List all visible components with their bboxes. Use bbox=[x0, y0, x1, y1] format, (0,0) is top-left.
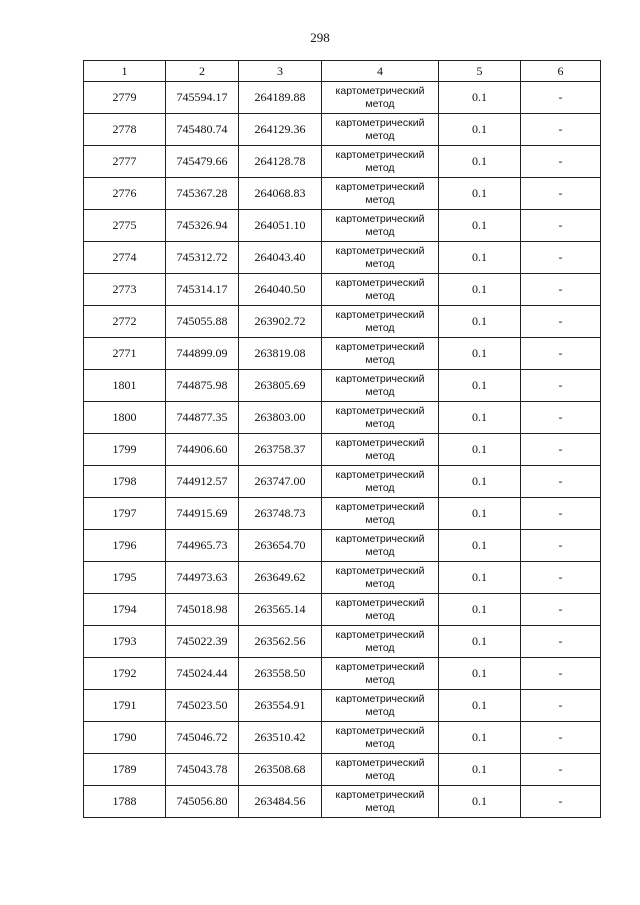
point-id-cell: 1791 bbox=[84, 690, 166, 722]
point-id-cell: 2779 bbox=[84, 82, 166, 114]
method-line-2: метод bbox=[365, 385, 395, 398]
accuracy-cell: 0.1 bbox=[439, 690, 521, 722]
column-header-1: 1 bbox=[84, 61, 166, 82]
note-cell: - bbox=[521, 306, 601, 338]
method-line-2: метод bbox=[365, 673, 395, 686]
table-row bbox=[84, 370, 601, 402]
point-id-cell: 2777 bbox=[84, 146, 166, 178]
point-id-cell: 1799 bbox=[84, 434, 166, 466]
column-header-3: 3 bbox=[239, 61, 322, 82]
x-coordinate-cell: 745024.44 bbox=[166, 658, 239, 690]
method-cell bbox=[322, 114, 439, 146]
method-line-1: картометрический bbox=[335, 436, 425, 449]
accuracy-cell: 0.1 bbox=[439, 658, 521, 690]
point-id-cell: 1794 bbox=[84, 594, 166, 626]
y-coordinate-cell: 264068.83 bbox=[239, 178, 322, 210]
accuracy-cell: 0.1 bbox=[439, 594, 521, 626]
table-row bbox=[84, 114, 601, 146]
column-header-6: 6 bbox=[521, 61, 601, 82]
x-coordinate-cell: 744875.98 bbox=[166, 370, 239, 402]
method-line-2: метод bbox=[365, 609, 395, 622]
method-line-2: метод bbox=[365, 161, 395, 174]
note-cell: - bbox=[521, 402, 601, 434]
method-line-1: картометрический bbox=[335, 756, 425, 769]
x-coordinate-cell: 745480.74 bbox=[166, 114, 239, 146]
table-row bbox=[84, 722, 601, 754]
method-line-1: картометрический bbox=[335, 788, 425, 801]
x-coordinate-cell: 744965.73 bbox=[166, 530, 239, 562]
table-row bbox=[84, 82, 601, 114]
method-line-1: картометрический bbox=[335, 468, 425, 481]
x-coordinate-cell: 745046.72 bbox=[166, 722, 239, 754]
accuracy-cell: 0.1 bbox=[439, 754, 521, 786]
accuracy-cell: 0.1 bbox=[439, 178, 521, 210]
x-coordinate-cell: 745367.28 bbox=[166, 178, 239, 210]
note-cell: - bbox=[521, 370, 601, 402]
accuracy-cell: 0.1 bbox=[439, 370, 521, 402]
note-cell: - bbox=[521, 466, 601, 498]
note-cell: - bbox=[521, 114, 601, 146]
note-cell: - bbox=[521, 242, 601, 274]
note-cell: - bbox=[521, 754, 601, 786]
table-row bbox=[84, 658, 601, 690]
x-coordinate-cell: 744906.60 bbox=[166, 434, 239, 466]
method-cell bbox=[322, 306, 439, 338]
accuracy-cell: 0.1 bbox=[439, 466, 521, 498]
point-id-cell: 1796 bbox=[84, 530, 166, 562]
x-coordinate-cell: 745312.72 bbox=[166, 242, 239, 274]
note-cell: - bbox=[521, 338, 601, 370]
column-header-5: 5 bbox=[439, 61, 521, 82]
table-row bbox=[84, 498, 601, 530]
point-id-cell: 2774 bbox=[84, 242, 166, 274]
method-cell bbox=[322, 690, 439, 722]
accuracy-cell: 0.1 bbox=[439, 82, 521, 114]
table-row bbox=[84, 530, 601, 562]
note-cell: - bbox=[521, 82, 601, 114]
accuracy-cell: 0.1 bbox=[439, 498, 521, 530]
note-cell: - bbox=[521, 658, 601, 690]
method-line-1: картометрический bbox=[335, 212, 425, 225]
point-id-cell: 2776 bbox=[84, 178, 166, 210]
x-coordinate-cell: 745055.88 bbox=[166, 306, 239, 338]
point-id-cell: 1790 bbox=[84, 722, 166, 754]
method-cell bbox=[322, 754, 439, 786]
method-line-1: картометрический bbox=[335, 724, 425, 737]
method-cell bbox=[322, 562, 439, 594]
y-coordinate-cell: 263748.73 bbox=[239, 498, 322, 530]
method-line-2: метод bbox=[365, 513, 395, 526]
method-line-2: метод bbox=[365, 193, 395, 206]
method-cell bbox=[322, 626, 439, 658]
method-cell bbox=[322, 146, 439, 178]
y-coordinate-cell: 263747.00 bbox=[239, 466, 322, 498]
note-cell: - bbox=[521, 178, 601, 210]
method-line-1: картометрический bbox=[335, 276, 425, 289]
method-line-2: метод bbox=[365, 353, 395, 366]
table-row bbox=[84, 786, 601, 818]
point-id-cell: 2775 bbox=[84, 210, 166, 242]
note-cell: - bbox=[521, 594, 601, 626]
table-row bbox=[84, 626, 601, 658]
method-line-1: картометрический bbox=[335, 116, 425, 129]
accuracy-cell: 0.1 bbox=[439, 626, 521, 658]
point-id-cell: 1795 bbox=[84, 562, 166, 594]
coordinates-table bbox=[83, 60, 601, 818]
method-line-1: картометрический bbox=[335, 660, 425, 673]
method-line-2: метод bbox=[365, 97, 395, 110]
accuracy-cell: 0.1 bbox=[439, 434, 521, 466]
x-coordinate-cell: 745018.98 bbox=[166, 594, 239, 626]
method-cell bbox=[322, 402, 439, 434]
method-line-2: метод bbox=[365, 705, 395, 718]
method-line-1: картометрический bbox=[335, 84, 425, 97]
y-coordinate-cell: 263565.14 bbox=[239, 594, 322, 626]
method-cell bbox=[322, 594, 439, 626]
note-cell: - bbox=[521, 562, 601, 594]
method-line-1: картометрический bbox=[335, 564, 425, 577]
point-id-cell: 2773 bbox=[84, 274, 166, 306]
method-line-2: метод bbox=[365, 481, 395, 494]
table-row bbox=[84, 594, 601, 626]
method-line-1: картометрический bbox=[335, 180, 425, 193]
table-row bbox=[84, 306, 601, 338]
method-line-2: метод bbox=[365, 769, 395, 782]
table-row bbox=[84, 466, 601, 498]
y-coordinate-cell: 264128.78 bbox=[239, 146, 322, 178]
table-row bbox=[84, 338, 601, 370]
y-coordinate-cell: 264129.36 bbox=[239, 114, 322, 146]
note-cell: - bbox=[521, 274, 601, 306]
x-coordinate-cell: 745594.17 bbox=[166, 82, 239, 114]
method-cell bbox=[322, 274, 439, 306]
method-line-2: метод bbox=[365, 577, 395, 590]
accuracy-cell: 0.1 bbox=[439, 274, 521, 306]
y-coordinate-cell: 263554.91 bbox=[239, 690, 322, 722]
method-line-1: картометрический bbox=[335, 148, 425, 161]
method-line-1: картометрический bbox=[335, 596, 425, 609]
table-row bbox=[84, 434, 601, 466]
x-coordinate-cell: 744973.63 bbox=[166, 562, 239, 594]
x-coordinate-cell: 745479.66 bbox=[166, 146, 239, 178]
y-coordinate-cell: 264189.88 bbox=[239, 82, 322, 114]
method-cell bbox=[322, 370, 439, 402]
method-line-1: картометрический bbox=[335, 372, 425, 385]
method-line-2: метод bbox=[365, 321, 395, 334]
point-id-cell: 1789 bbox=[84, 754, 166, 786]
y-coordinate-cell: 263562.56 bbox=[239, 626, 322, 658]
accuracy-cell: 0.1 bbox=[439, 786, 521, 818]
point-id-cell: 1797 bbox=[84, 498, 166, 530]
x-coordinate-cell: 745023.50 bbox=[166, 690, 239, 722]
table-row bbox=[84, 754, 601, 786]
accuracy-cell: 0.1 bbox=[439, 242, 521, 274]
table-row bbox=[84, 146, 601, 178]
table-row bbox=[84, 690, 601, 722]
method-cell bbox=[322, 786, 439, 818]
point-id-cell: 2778 bbox=[84, 114, 166, 146]
method-line-1: картометрический bbox=[335, 532, 425, 545]
y-coordinate-cell: 264051.10 bbox=[239, 210, 322, 242]
point-id-cell: 1788 bbox=[84, 786, 166, 818]
y-coordinate-cell: 263558.50 bbox=[239, 658, 322, 690]
x-coordinate-cell: 744915.69 bbox=[166, 498, 239, 530]
method-cell bbox=[322, 466, 439, 498]
accuracy-cell: 0.1 bbox=[439, 530, 521, 562]
table-header-row bbox=[84, 61, 601, 82]
y-coordinate-cell: 263484.56 bbox=[239, 786, 322, 818]
note-cell: - bbox=[521, 210, 601, 242]
accuracy-cell: 0.1 bbox=[439, 562, 521, 594]
y-coordinate-cell: 264043.40 bbox=[239, 242, 322, 274]
note-cell: - bbox=[521, 498, 601, 530]
table-row bbox=[84, 210, 601, 242]
x-coordinate-cell: 745022.39 bbox=[166, 626, 239, 658]
method-line-1: картометрический bbox=[335, 628, 425, 641]
accuracy-cell: 0.1 bbox=[439, 114, 521, 146]
method-line-2: метод bbox=[365, 289, 395, 302]
point-id-cell: 1800 bbox=[84, 402, 166, 434]
y-coordinate-cell: 264040.50 bbox=[239, 274, 322, 306]
note-cell: - bbox=[521, 786, 601, 818]
table-row bbox=[84, 242, 601, 274]
y-coordinate-cell: 263649.62 bbox=[239, 562, 322, 594]
note-cell: - bbox=[521, 690, 601, 722]
method-cell bbox=[322, 82, 439, 114]
method-line-2: метод bbox=[365, 641, 395, 654]
x-coordinate-cell: 745314.17 bbox=[166, 274, 239, 306]
x-coordinate-cell: 745326.94 bbox=[166, 210, 239, 242]
table-row bbox=[84, 562, 601, 594]
table-body bbox=[84, 82, 601, 818]
method-cell bbox=[322, 658, 439, 690]
accuracy-cell: 0.1 bbox=[439, 722, 521, 754]
method-line-2: метод bbox=[365, 449, 395, 462]
method-cell bbox=[322, 210, 439, 242]
method-line-2: метод bbox=[365, 737, 395, 750]
point-id-cell: 1792 bbox=[84, 658, 166, 690]
point-id-cell: 1801 bbox=[84, 370, 166, 402]
method-cell bbox=[322, 434, 439, 466]
x-coordinate-cell: 744877.35 bbox=[166, 402, 239, 434]
method-cell bbox=[322, 498, 439, 530]
method-cell bbox=[322, 338, 439, 370]
method-line-2: метод bbox=[365, 417, 395, 430]
accuracy-cell: 0.1 bbox=[439, 402, 521, 434]
method-line-2: метод bbox=[365, 545, 395, 558]
method-line-2: метод bbox=[365, 225, 395, 238]
note-cell: - bbox=[521, 626, 601, 658]
method-line-1: картометрический bbox=[335, 500, 425, 513]
method-cell bbox=[322, 530, 439, 562]
method-line-1: картометрический bbox=[335, 692, 425, 705]
y-coordinate-cell: 263508.68 bbox=[239, 754, 322, 786]
point-id-cell: 1798 bbox=[84, 466, 166, 498]
column-header-2: 2 bbox=[166, 61, 239, 82]
x-coordinate-cell: 744899.09 bbox=[166, 338, 239, 370]
accuracy-cell: 0.1 bbox=[439, 146, 521, 178]
y-coordinate-cell: 263758.37 bbox=[239, 434, 322, 466]
table-row bbox=[84, 274, 601, 306]
y-coordinate-cell: 263902.72 bbox=[239, 306, 322, 338]
note-cell: - bbox=[521, 530, 601, 562]
accuracy-cell: 0.1 bbox=[439, 210, 521, 242]
y-coordinate-cell: 263803.00 bbox=[239, 402, 322, 434]
y-coordinate-cell: 263654.70 bbox=[239, 530, 322, 562]
method-line-1: картометрический bbox=[335, 308, 425, 321]
method-line-2: метод bbox=[365, 129, 395, 142]
column-header-4: 4 bbox=[322, 61, 439, 82]
method-line-2: метод bbox=[365, 257, 395, 270]
y-coordinate-cell: 263510.42 bbox=[239, 722, 322, 754]
note-cell: - bbox=[521, 722, 601, 754]
note-cell: - bbox=[521, 146, 601, 178]
method-line-1: картометрический bbox=[335, 340, 425, 353]
x-coordinate-cell: 745056.80 bbox=[166, 786, 239, 818]
y-coordinate-cell: 263819.08 bbox=[239, 338, 322, 370]
note-cell: - bbox=[521, 434, 601, 466]
y-coordinate-cell: 263805.69 bbox=[239, 370, 322, 402]
method-cell bbox=[322, 178, 439, 210]
method-cell bbox=[322, 722, 439, 754]
point-id-cell: 2772 bbox=[84, 306, 166, 338]
point-id-cell: 1793 bbox=[84, 626, 166, 658]
method-cell bbox=[322, 242, 439, 274]
method-line-1: картометрический bbox=[335, 244, 425, 257]
table-row bbox=[84, 402, 601, 434]
page-number: 298 bbox=[310, 30, 330, 45]
x-coordinate-cell: 744912.57 bbox=[166, 466, 239, 498]
point-id-cell: 2771 bbox=[84, 338, 166, 370]
accuracy-cell: 0.1 bbox=[439, 338, 521, 370]
method-line-1: картометрический bbox=[335, 404, 425, 417]
method-line-2: метод bbox=[365, 801, 395, 814]
x-coordinate-cell: 745043.78 bbox=[166, 754, 239, 786]
accuracy-cell: 0.1 bbox=[439, 306, 521, 338]
table-row bbox=[84, 178, 601, 210]
